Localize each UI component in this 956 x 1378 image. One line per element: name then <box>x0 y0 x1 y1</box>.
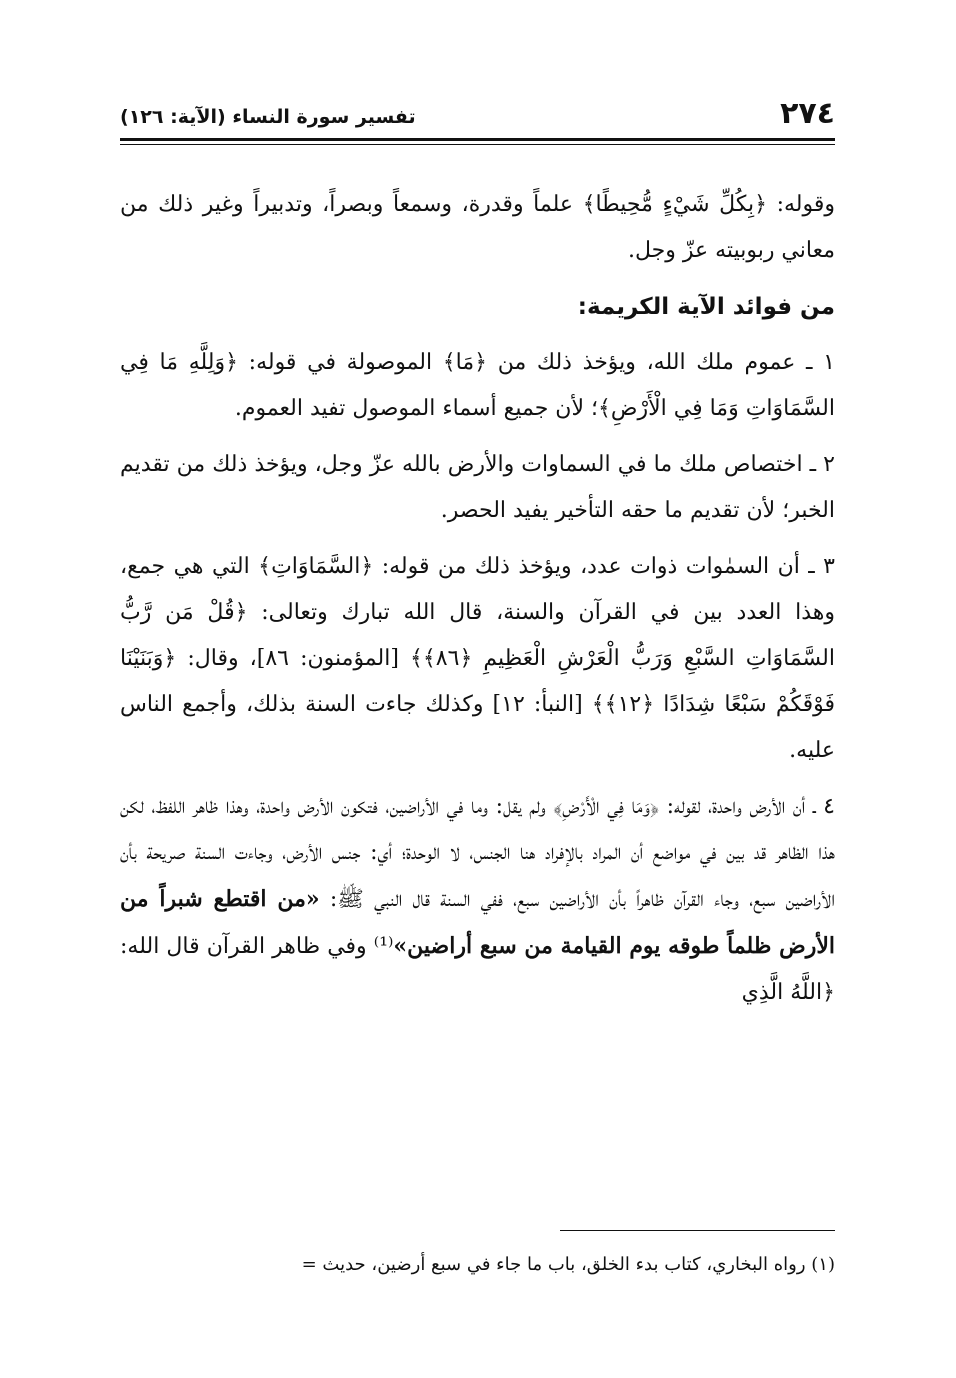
intro-paragraph: وقوله: ﴿بِكُلِّ شَيْءٍ مُّحِيطًا﴾ علماً وقدرة، وسمعاً وبصراً، وتدبيراً وغير ذلك من معاني ربوبيته عزّ وجل. <box>120 192 835 263</box>
benefit-4-text: ٤ ـ أن الأرض واحدة، لقوله: ﴿وَمَا فِي الْأَرْضِ﴾ ولم يقل: وما في الأراضين، فتكون الأرض واحدة، وهذا ظاهر اللفظ، لكن هذا الظاهر قد بين في مواضع أن المراد بالإفراد هنا الجنس، لا الوحدة؛ أي: جنس الأرض، وجاءت السنة صريحة بأن الأراضين سبع، وجاء القرآن ظاهراً بأن الأراضين سبع، ففي السنة قال النبي ﷺ: <box>120 794 836 912</box>
benefit-paragraph-3: ٣ ـ أن السمٰوات ذوات عدد، ويؤخذ ذلك من قوله: ﴿السَّمَاوَاتِ﴾ التي هي جمع، وهذا العدد بين في القرآن والسنة، قال الله تبارك وتعالى: ﴿قُلْ مَن رَّبُّ السَّمَاوَاتِ السَّبْعِ وَرَبُّ الْعَرْشِ الْعَظِيمِ ﴿٨٦﴾﴾ [المؤمنون: ٨٦]، وقال: ﴿وَبَنَيْنَا فَوْقَكُمْ سَبْعًا شِدَادًا ﴿١٢﴾﴾ [النبأ: ١٢] وكذلك جاءت السنة بذلك، وأجمع الناس عليه. <box>120 554 836 763</box>
main-text <box>120 182 835 1026</box>
benefit-paragraph-2: ٢ ـ اختصاص ملك ما في السماوات والأرض بالله عزّ وجل، ويؤخذ ذلك من تقديم الخبر؛ لأن تقديم ما حقه التأخير يفيد الحصر. <box>120 452 835 523</box>
footnote: (١) رواه البخاري، كتاب بدء الخلق، باب ما جاء في سبع أرضين، حديث = <box>301 1254 835 1275</box>
header-rule-thin <box>120 144 835 145</box>
hadith-quote: «من اقتطع شبراً من الأرض ظلماً طوقه يوم القيامة من سبع أراضين» <box>120 886 835 959</box>
book-page <box>120 90 835 1330</box>
header-rule-thick <box>120 138 835 141</box>
benefit-4-continuation: ⁽¹⁾ وفي ظاهر القرآن قال الله: ﴿اللَّهُ الَّذِي <box>120 934 835 1005</box>
running-title: تفسير سورة النساء (الآية: ١٢٦) <box>120 106 416 128</box>
footnote-rule <box>560 1230 835 1231</box>
benefit-paragraph-1: ١ ـ عموم ملك الله، ويؤخذ ذلك من ﴿مَا﴾ الموصولة في قوله: ﴿وَلِلَّهِ مَا فِي السَّمَاوَاتِ وَمَا فِي الْأَرْضِ﴾؛ لأن جميع أسماء الموصول تفيد العموم. <box>120 350 835 421</box>
section-heading: من فوائد الآية الكريمة: <box>577 294 835 320</box>
page-header <box>120 90 835 136</box>
benefit-paragraph-4 <box>120 784 835 1016</box>
page-number: ٢٧٤ <box>780 96 835 131</box>
